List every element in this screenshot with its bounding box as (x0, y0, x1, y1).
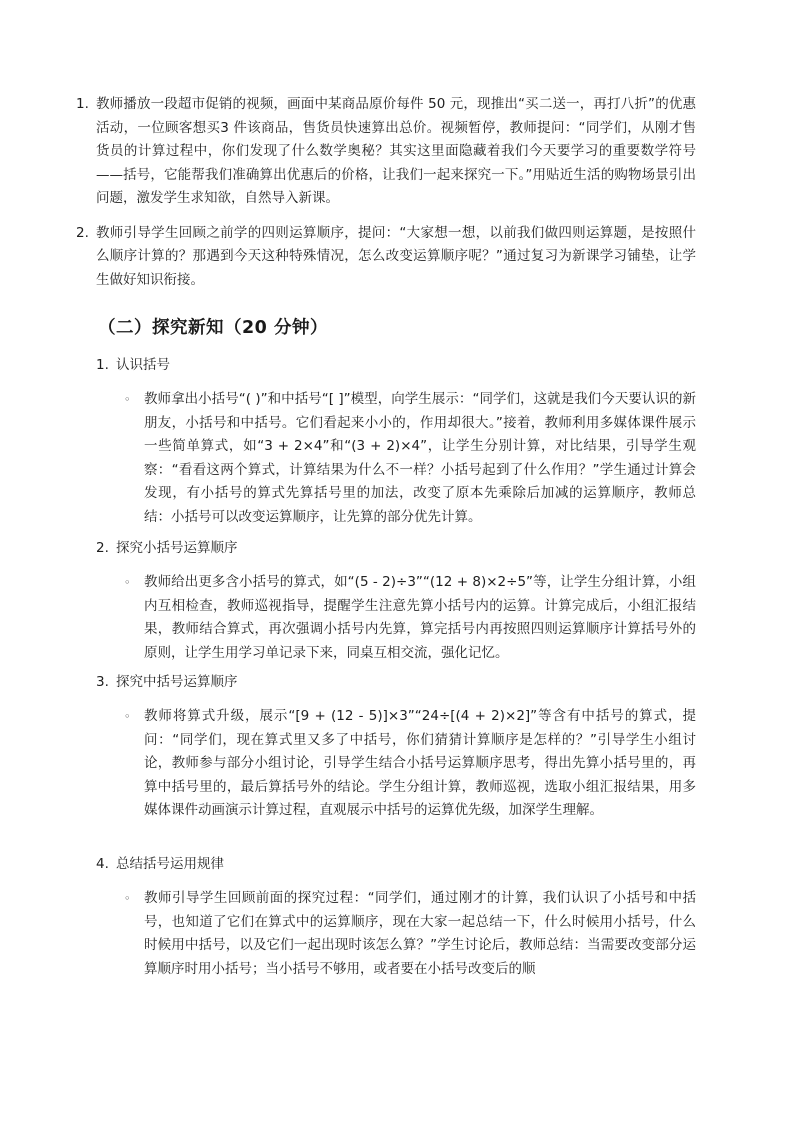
subsection-title: 总结括号运用规律 (116, 856, 224, 872)
subsection-heading (96, 354, 696, 376)
hollow-bullet-icon: ◦ (124, 892, 131, 905)
subsection-heading (96, 853, 696, 875)
bullet-item (96, 705, 696, 823)
bullet-item (96, 388, 696, 529)
paragraph-text: 教师引导学生回顾之前学的四则运算顺序，提问：“大家想一想，以前我们做四则运算题，是按照什么顺序计算的？那遇到今天这种特殊情况，怎么改变运算顺序呢？”通过复习为新课学习铺垫，让学生做好知识衔接。 (96, 224, 696, 288)
list-item (76, 222, 696, 293)
list-number: 4. (96, 856, 109, 872)
paragraph-text: 教师播放一段超市促销的视频，画面中某商品原价每件 50 元，现推出“买二送一，再打八折”的优惠活动，一位顾客想买3 件该商品，售货员快速算出总价。视频暂停，教师提问：“同学们，从刚才售货员的计算过程中，你们发现了什么数学奥秘？其实这里面隐藏着我们今天要学习的重要数学符号——括号，它能帮我们准确算出优惠后的价格，让我们一起来探究一下。”用贴近生活的购物场景引出问题，激发学生求知欲，自然导入新课。 (96, 96, 696, 206)
subsection-heading (96, 671, 696, 693)
list-number: 1. (96, 357, 109, 373)
hollow-bullet-icon: ◦ (124, 710, 131, 723)
list-number: 3. (96, 674, 109, 690)
hollow-bullet-icon: ◦ (124, 576, 131, 589)
subsection-title: 探究中括号运算顺序 (116, 674, 238, 690)
subsection-3 (96, 671, 696, 823)
intro-list (76, 93, 696, 303)
bullet-text: 教师引导学生回顾前面的探究过程：“同学们，通过刚才的计算，我们认识了小括号和中括号，也知道了它们在算式中的运算顺序，现在大家一起总结一下，什么时候用小括号，什么时候用中括号，以及它们一起出现时该怎么算？”学生讨论后，教师总结：当需要改变部分运算顺序时用小括号；当小括号不够用，或者要在小括号改变后的顺 (144, 890, 696, 977)
section-heading: （二）探究新知（20 分钟） (98, 318, 328, 338)
subsection-title: 探究小括号运算顺序 (116, 540, 238, 556)
bullet-item (96, 887, 696, 981)
list-number: 2. (76, 224, 89, 241)
bullet-text: 教师给出更多含小括号的算式，如“(5 - 2)÷3”“(12 + 8)×2÷5”等，让学生分组计算，小组内互相检查，教师巡视指导，提醒学生注意先算小括号内的运算。计算完成后，小组汇报结果，教师结合算式，再次强调小括号内先算，算完括号内再按照四则运算顺序计算括号外的原则，让学生用学习单记录下来，同桌互相交流，强化记忆。 (144, 574, 696, 661)
list-number: 1. (76, 96, 89, 112)
subsection-2 (96, 537, 696, 665)
list-item (76, 93, 696, 211)
subsection-heading (96, 537, 696, 559)
subsection-1 (96, 354, 696, 529)
bullet-text: 教师拿出小括号“( )”和中括号“[ ]”模型，向学生展示：“同学们，这就是我们今天要认识的新朋友，小括号和中括号。它们看起来小小的，作用却很大。”接着，教师利用多媒体课件展示一些简单算式，如“3 + 2×4”和“(3 + 2)×4”，让学生分别计算，对比结果，引导学生观察：“看看这两个算式，计算结果为什么不一样？小括号起到了什么作用？”学生通过计算会发现，有小括号的算式先算括号里的加法，改变了原本先乘除后加减的运算顺序，教师总结：小括号可以改变运算顺序，让先算的部分优先计算。 (144, 391, 696, 525)
bullet-item (96, 571, 696, 665)
subsection-4 (96, 853, 696, 981)
subsection-title: 认识括号 (116, 357, 170, 373)
bullet-text: 教师将算式升级，展示“[9 + (12 - 5)]×3”“24÷[(4 + 2)×2]”等含有中括号的算式，提问：“同学们，现在算式里又多了中括号，你们猜猜计算顺序是怎样的？”引导学生小组讨论，教师参与部分小组讨论，引导学生结合小括号运算顺序思考，得出先算小括号里的，再算中括号里的，最后算括号外的结论。学生分组计算，教师巡视，选取小组汇报结果，用多媒体课件动画演示计算过程，直观展示中括号的运算优先级，加深学生理解。 (144, 708, 696, 818)
list-number: 2. (96, 540, 109, 556)
hollow-bullet-icon: ◦ (124, 393, 131, 406)
